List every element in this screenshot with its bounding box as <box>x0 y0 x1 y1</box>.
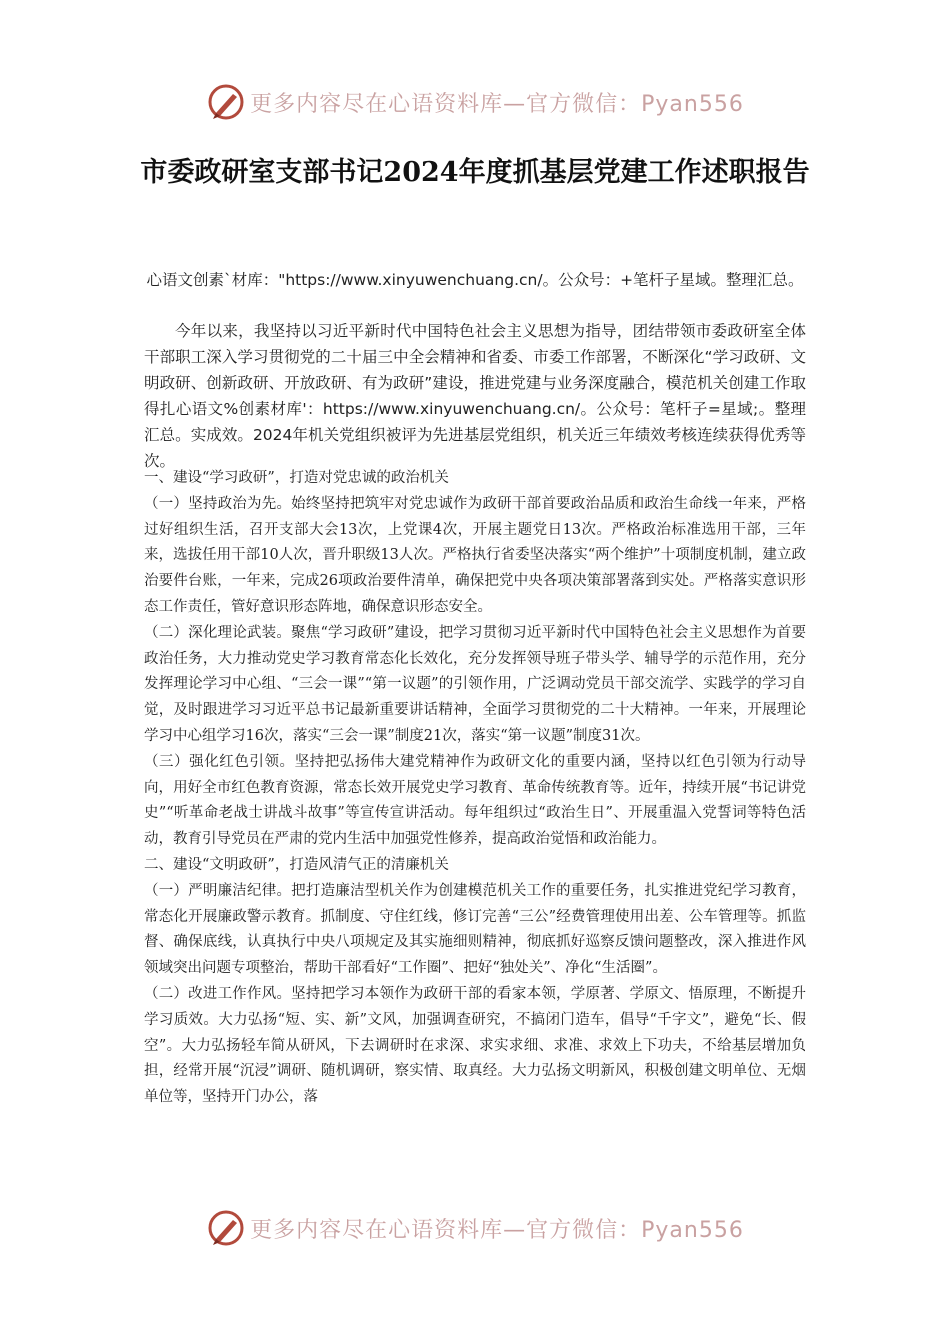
footer-banner <box>0 1206 950 1250</box>
paragraph: （一）坚持政治为先。始终坚持把筑牢对党忠诚作为政研干部首要政治品质和政治生命线一年来，严格过好组织生活，召开支部大会13次，上党课4次，开展主题党日13次。严格政治标准选用干部，三年来，选拔任用干部10人次，晋升职级13人次。严格执行省委坚决落实“两个维护”十项制度机制，建立政治要件台账，一年来，完成26项政治要件清单，确保把党中央各项决策部署落到实处。严格落实意识形态工作责任，管好意识形态阵地，确保意识形态安全。 <box>144 495 806 615</box>
paragraph: （二）改进工作作风。坚持把学习本领作为政研干部的看家本领，学原著、学原文、悟原理，不断提升学习质效。大力弘扬“短、实、新”文风，加强调查研究，不搞闭门造车，倡导“千字文”，避免“长、假空”。大力弘扬轻车简从研风，下去调研时在求深、求实求细、求准、求效上下功夫，不给基层增加负担，经常开展“沉浸”调研、随机调研，察实情、取真经。大力弘扬文明新风，积极创建文明单位、无烟单位等，坚持开门办公，落 <box>144 985 806 1106</box>
paragraph: （三）强化红色引领。坚持把弘扬伟大建党精神作为政研文化的重要内涵，坚持以红色引领为行动导向，用好全市红色教育资源，常态长效开展党史学习教育、革命传统教育等。近年，持续开展“书记讲党史”“听革命老战士讲战斗故事”等宣传宣讲活动。每年组织过“政治生日”、开展重温入党誓词等特色活动，教育引导党员在严肃的党内生活中加强党性修养，提高政治觉悟和政治能力。 <box>144 753 806 848</box>
paragraph: （一）严明廉洁纪律。把打造廉洁型机关作为创建模范机关工作的重要任务，扎实推进党纪学习教育，常态化开展廉政警示教育。抓制度、守住红线，修订完善“三公”经费管理使用出差、公车管理等。抓监督、确保底线，认真执行中央八项规定及其实施细则精神，彻底抓好巡察反馈问题整改，深入推进作风领域突出问题专项整治，帮助干部看好“工作圈”、把好“独处关”、净化“生活圈”。 <box>144 882 806 977</box>
intro-paragraph: 今年以来，我坚持以习近平新时代中国特色社会主义思想为指导，团结带领市委政研室全体干部职工深入学习贯彻党的二十届三中全会精神和省委、市委工作部署，不断深化“学习政研、文明政研、创新政研、开放政研、有为政研”建设，推进党建与业务深度融合，模范机关创建工作取得扎心语文%创素材库'：https://www.xinyuwenchuang.cn/。公众号：笔杆子=星域;。整理汇总。实成效。2024年机关党组织被评为先进基层党组织，机关近三年绩效考核连续获得优秀等次。 <box>144 322 806 470</box>
banner-text: 更多内容尽在心语资料库—官方微信：Pyan556 <box>250 1217 744 1243</box>
pen-logo-icon <box>206 82 246 122</box>
paragraph: （二）深化理论武装。聚焦“学习政研”建设，把学习贯彻习近平新时代中国特色社会主义思想作为首要政治任务，大力推动党史学习教育常态化长效化，充分发挥领导班子带头学、辅导学的示范作用，充分发挥理论学习中心组、“三会一课”“第一议题”的引领作用，广泛调动党员干部交流学、实践学的学习自觉，及时跟进学习习近平总书记最新重要讲话精神，全面学习贯彻党的二十大精神。一年来，开展理论学习中心组学习16次，落实“三会一课”制度21次，落实“第一议题”制度31次。 <box>144 624 806 744</box>
banner-text: 更多内容尽在心语资料库—官方微信：Pyan556 <box>250 91 744 117</box>
document-body <box>144 466 806 1111</box>
source-note: 心语文创素`材库："https://www.xinyuwenchuang.cn/。公众号：+笔杆子星域。整理汇总。 <box>146 271 804 289</box>
document-title: 市委政研室支部书记2024年度抓基层党建工作述职报告 <box>140 157 810 188</box>
section-heading: 一、建设“学习政研”，打造对党忠诚的政治机关 <box>144 470 449 486</box>
header-banner <box>0 80 950 124</box>
pen-logo-icon <box>206 1208 246 1248</box>
section-heading: 二、建设“文明政研”，打造风清气正的清廉机关 <box>144 856 449 873</box>
